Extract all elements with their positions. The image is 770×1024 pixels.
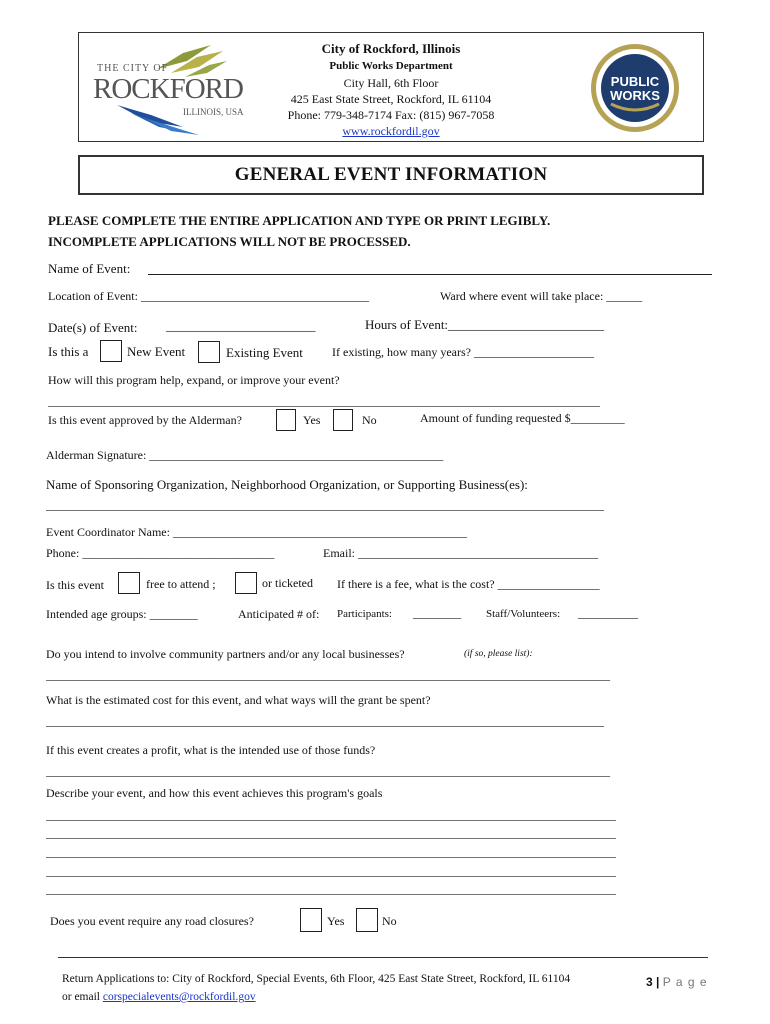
approved-yes-label: Yes	[303, 413, 321, 427]
describe-line[interactable]: _______________________________________________________________________________________________	[46, 826, 616, 840]
city-name: City of Rockford, Illinois	[321, 41, 461, 56]
logo-big-text: ROCKFORD	[93, 73, 243, 105]
footer-email-prefix: or email	[62, 991, 100, 1003]
road-yes-label: Yes	[327, 914, 345, 928]
department-name: Public Works Department	[329, 60, 453, 72]
age-groups-field[interactable]: Intended age groups: ________	[46, 607, 198, 621]
road-yes-checkbox[interactable]	[300, 908, 322, 932]
profit-label: If this event creates a profit, what is the intended use of those funds?	[46, 743, 376, 757]
is-this-a-label: Is this a	[48, 344, 89, 359]
phone-field[interactable]: Phone: ________________________________	[46, 546, 275, 560]
page-number-value: 3	[646, 975, 653, 989]
page-number: 3 | P a g e	[646, 975, 708, 989]
alderman-signature-field[interactable]: Alderman Signature: _________________________________________________	[46, 448, 444, 462]
road-no-label: No	[382, 914, 397, 928]
how-will-label: How will this program help, expand, or improve your event?	[48, 373, 340, 387]
form-title: GENERAL EVENT INFORMATION	[234, 164, 548, 185]
sponsoring-label: Name of Sponsoring Organization, Neighborhood Organization, or Supporting Business(es):	[46, 477, 528, 492]
anticipated-label: Anticipated # of:	[238, 607, 320, 621]
letterhead	[78, 32, 704, 142]
instructions-line-2: INCOMPLETE APPLICATIONS WILL NOT BE PROCESSED.	[48, 234, 411, 249]
sponsoring-field[interactable]: _____________________________________________________________________________________________	[46, 498, 604, 512]
dates-label: Date(s) of Event:	[48, 320, 138, 335]
ticketed-checkbox[interactable]	[235, 572, 257, 594]
new-event-checkbox[interactable]	[100, 340, 122, 362]
describe-line[interactable]: _______________________________________________________________________________________________	[46, 808, 616, 822]
partners-label: Do you intend to involve community partners and/or any local businesses?	[46, 647, 405, 661]
new-event-label: New Event	[127, 344, 186, 359]
public-works-line1: PUBLIC	[610, 74, 660, 89]
existing-event-checkbox[interactable]	[198, 341, 220, 363]
name-of-event-field[interactable]	[148, 274, 712, 275]
existing-event-label: Existing Event	[226, 345, 303, 360]
participants-label: Participants:	[337, 608, 392, 620]
cost-label: What is the estimated cost for this event, and what ways will the grant be spent?	[46, 693, 431, 707]
ticketed-label: or ticketed	[262, 576, 313, 590]
logo-sub-text: ILLINOIS, USA	[183, 107, 244, 117]
page-label: P a g e	[662, 975, 708, 989]
public-works-logo	[589, 42, 681, 134]
approved-no-label: No	[362, 413, 377, 427]
hours-field[interactable]: Hours of Event:________________________	[365, 317, 605, 332]
footer-return-line: Return Applications to: City of Rockford, Special Events, 6th Floor, 425 East State Street, Rockford, IL 61104	[62, 973, 571, 985]
staff-label: Staff/Volunteers:	[486, 608, 561, 620]
cost-field[interactable]: _____________________________________________________________________________________________	[46, 714, 604, 728]
partners-field[interactable]: ______________________________________________________________________________________________	[46, 668, 610, 682]
address-line-1: City Hall, 6th Floor	[343, 76, 439, 90]
profit-field[interactable]: ______________________________________________________________________________________________	[46, 764, 610, 778]
road-no-checkbox[interactable]	[356, 908, 378, 932]
approved-label: Is this event approved by the Alderman?	[48, 413, 242, 427]
ward-field[interactable]: Ward where event will take place: ______	[440, 289, 643, 303]
road-closures-label: Does you event require any road closures?	[50, 914, 254, 928]
footer-email-line	[62, 991, 256, 1003]
instructions-line-1: PLEASE COMPLETE THE ENTIRE APPLICATION AND TYPE OR PRINT LEGIBLY.	[48, 213, 551, 228]
describe-label: Describe your event, and how this event achieves this program's goals	[46, 786, 383, 800]
how-will-field[interactable]: ____________________________________________________________________________________________	[48, 394, 600, 408]
approved-yes-checkbox[interactable]	[276, 409, 296, 431]
address-line-2: 425 East State Street, Rockford, IL 61104	[290, 92, 492, 106]
funding-field[interactable]: Amount of funding requested $_________	[420, 411, 625, 425]
dates-field[interactable]: _______________________	[166, 318, 316, 333]
participants-field[interactable]: ________	[413, 606, 461, 620]
is-this-event-label: Is this event	[46, 578, 104, 592]
free-checkbox[interactable]	[118, 572, 140, 594]
describe-line[interactable]: _______________________________________________________________________________________________	[46, 882, 616, 896]
fee-field[interactable]: If there is a fee, what is the cost? _________________	[337, 577, 600, 591]
footer-divider	[58, 957, 708, 958]
phone-fax: Phone: 779-348-7174 Fax: (815) 967-7058	[287, 108, 495, 122]
footer-email-link[interactable]: corspecialevents@rockfordil.gov	[102, 991, 256, 1003]
years-field[interactable]: If existing, how many years? ____________________	[332, 345, 594, 359]
describe-line[interactable]: _______________________________________________________________________________________________	[46, 864, 616, 878]
website-link[interactable]: www.rockfordil.gov	[342, 124, 440, 138]
partners-note: (if so, please list):	[464, 649, 533, 659]
public-works-line2: WORKS	[610, 88, 660, 103]
staff-field[interactable]: __________	[578, 606, 638, 620]
form-title-box	[78, 155, 704, 195]
name-of-event-label: Name of Event:	[48, 261, 131, 276]
email-field[interactable]: Email: ________________________________________	[323, 546, 598, 560]
approved-no-checkbox[interactable]	[333, 409, 353, 431]
coordinator-field[interactable]: Event Coordinator Name: _________________________________________________	[46, 525, 467, 539]
describe-line[interactable]: _______________________________________________________________________________________________	[46, 845, 616, 859]
free-label: free to attend ;	[146, 577, 216, 591]
location-field[interactable]: Location of Event: ______________________________________	[48, 289, 369, 303]
logo-small-text: THE CITY OF	[97, 63, 169, 74]
